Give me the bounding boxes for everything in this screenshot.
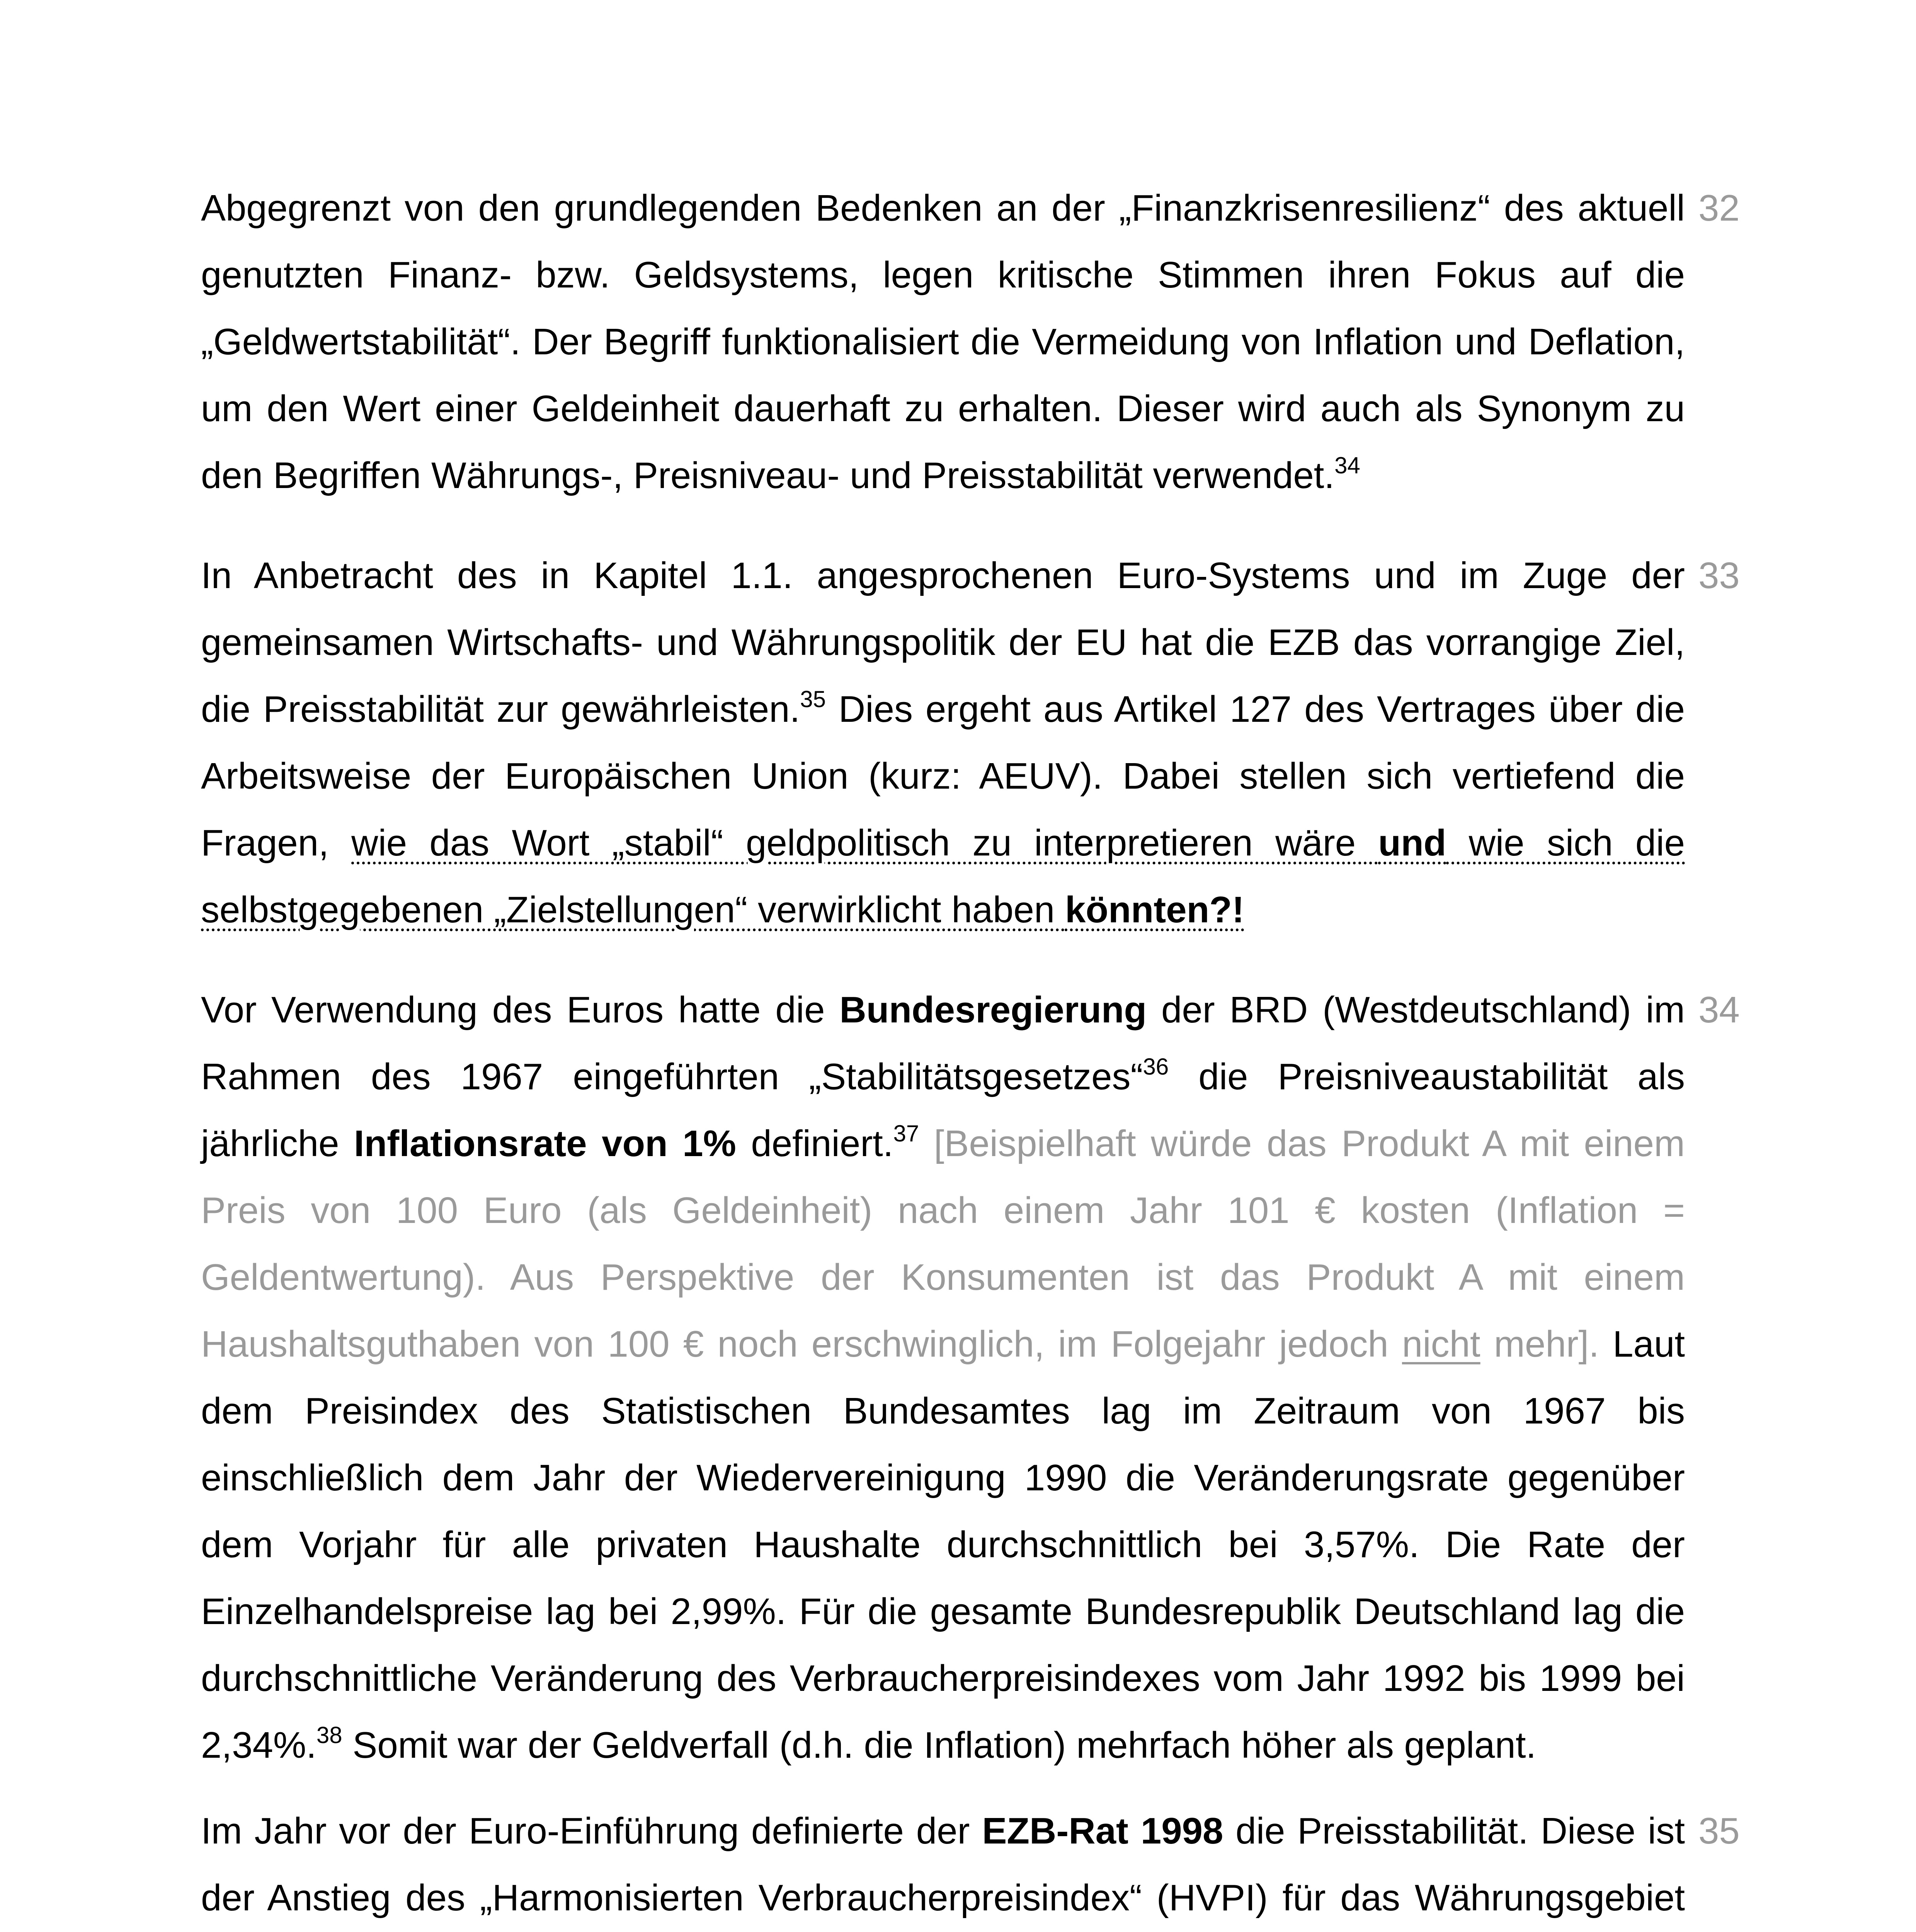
text-run: definiert. bbox=[736, 1123, 893, 1164]
text-run: Inflationsrate von 1% bbox=[354, 1123, 736, 1164]
text-run: Im Jahr vor der Euro-Einführung definierte der bbox=[201, 1810, 982, 1852]
text-run: Somit war der Geldverfall (d.h. die Inflation) mehrfach höher als geplant. bbox=[342, 1725, 1537, 1766]
footnote-reference: 38 bbox=[316, 1722, 342, 1748]
footnote-reference: 36 bbox=[1143, 1054, 1169, 1080]
paragraph-number: 35 bbox=[1698, 1810, 1740, 1852]
paragraph-35 bbox=[201, 1798, 1685, 1932]
paragraph-32 bbox=[201, 175, 1685, 509]
text-run: nicht bbox=[1402, 1323, 1480, 1365]
text-run: mehr]. bbox=[1480, 1323, 1599, 1365]
text-run: könnten?! bbox=[1065, 889, 1244, 930]
text-run: der BRD (Westdeutschland) im Rahmen des 1967 eingeführten „Stabilitätsgesetzes“ bbox=[201, 989, 1685, 1097]
text-run: [Beispielhaft würde das Produkt A mit einem Preis von 100 Euro (als Geldeinheit) nach einem Jahr 101 € kosten (Inflation = Geldentwertung). Aus Perspektive der Konsumenten ist das Produkt A mit einem Haushaltsguthaben von 100 € noch erschwinglich, im Folgejahr jedoch bbox=[201, 1123, 1685, 1365]
text-run: EZB-Rat 1998 bbox=[982, 1810, 1223, 1852]
text-run: wie sich die selbstgegebenen „Zielstellungen“ verwirklicht haben bbox=[201, 822, 1685, 930]
paragraph-number: 33 bbox=[1698, 555, 1740, 596]
text-run: Laut dem Preisindex des Statistischen Bundesamtes lag im Zeitraum von 1967 bis einschließlich dem Jahr der Wiedervereinigung 1990 die Veränderungsrate gegenüber dem Vorjahr für alle privaten Haushalte durchschnittlich bei 3,57%. Die Rate der Einzelhandelspreise lag bei 2,99%. Für die gesamte Bundesrepublik Deutschland lag die durchschnittliche Veränderung des Verbraucherpreisindexes vom Jahr 1992 bis 1999 bei 2,34%. bbox=[201, 1323, 1685, 1766]
text-run: Bundesregierung bbox=[839, 989, 1147, 1031]
text-run: wie das Wort „stabil“ geldpolitisch zu interpretieren wäre bbox=[351, 822, 1378, 864]
footnote-reference: 35 bbox=[800, 686, 826, 712]
text-run: die Preisstabilität. Diese ist der Anstieg des „Harmonisierten Verbraucherpreisindex“ (HVPI) für das Währungsgebiet bbox=[201, 1810, 1685, 1918]
paragraph-33 bbox=[201, 542, 1685, 943]
footnote-reference: 34 bbox=[1334, 452, 1360, 478]
text-run: Dies ergeht aus Artikel 127 des Vertrages über die Arbeitsweise der Europäischen Union (kurz: AEUV). Dabei stellen sich vertiefend die Fragen, bbox=[201, 689, 1685, 864]
text-run: Abgegrenzt von den grundlegenden Bedenken an der „Finanzkrisenresilienz“ des aktuell genutzten Finanz- bzw. Geldsystems, legen kritische Stimmen ihren Fokus auf die „Geldwertstabilität“. Der Begriff funktionalisiert die Vermeidung von Inflation und Deflation, um den Wert einer Geldeinheit dauerhaft zu erhalten. Dieser wird auch als Synonym zu den Begriffen Währungs-, Preisniveau- und Preisstabilität verwendet. bbox=[201, 187, 1685, 496]
paragraph-34 bbox=[201, 976, 1685, 1779]
text-run: In Anbetracht des in Kapitel 1.1. angesprochenen Euro-Systems und im Zuge der gemeinsamen Wirtschafts- und Währungspolitik der EU hat die EZB das vorrangige Ziel, die Preisstabilität zur gewährleisten. bbox=[201, 555, 1685, 730]
footnote-reference: 37 bbox=[893, 1121, 919, 1146]
text-run: die Preisniveaustabilität als jährliche bbox=[201, 1056, 1685, 1164]
text-run: Vor Verwendung des Euros hatte die bbox=[201, 989, 840, 1031]
text-run: und bbox=[1378, 822, 1446, 864]
paragraph-number: 32 bbox=[1698, 187, 1740, 229]
paragraph-number: 34 bbox=[1698, 989, 1740, 1031]
